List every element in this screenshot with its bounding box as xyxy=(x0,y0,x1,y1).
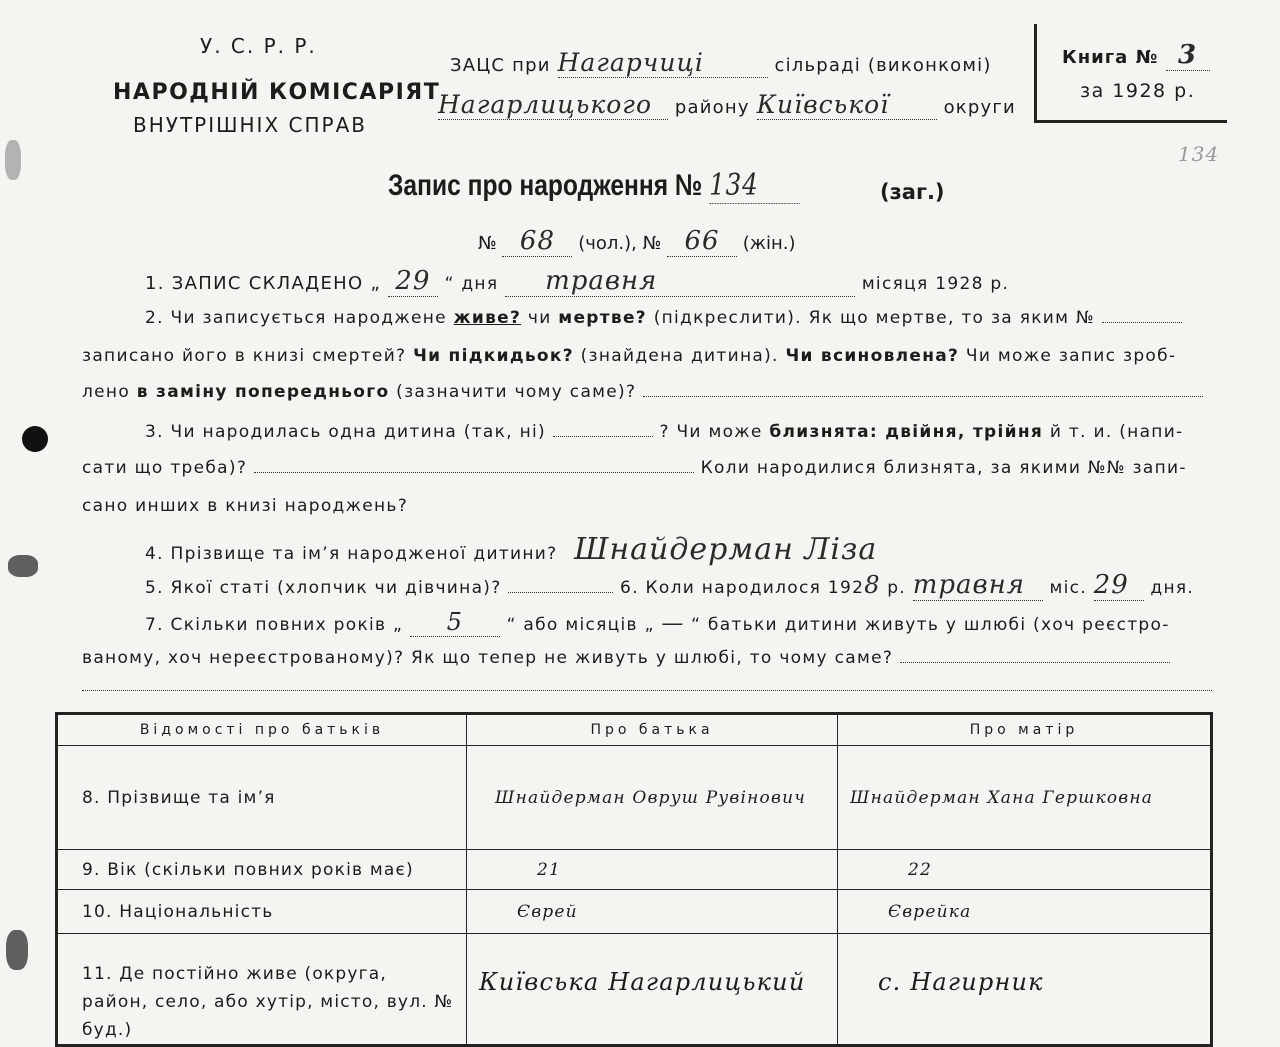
line-3c: сано инших в книзі народжень? xyxy=(82,496,409,516)
margin-number-mark: 134 xyxy=(1178,142,1220,166)
zags-village-hand: Нагарчиці xyxy=(558,48,768,78)
table-row xyxy=(57,746,1212,850)
raion-line xyxy=(438,90,1016,120)
line-7a: 7. Скільки повних років „ 5 “ або місяців „ — “ батьки дитини живуть у шлюбі (хоч реєстро- xyxy=(145,608,1170,636)
okruga-hand: Київської xyxy=(757,90,937,120)
parents-table xyxy=(55,712,1213,1047)
marriage-years-hand: 5 xyxy=(410,608,500,637)
raion-hand: Нагарлицького xyxy=(438,90,668,120)
line-4: 4. Прізвище та ім’я народженої дитини? Шнайдерман Ліза xyxy=(145,532,878,567)
mother-residence-hand: с. Нагирник xyxy=(838,934,1212,1046)
row-label-residence: 11. Де постійно живе (округа, район, село, або хутір, місто, вул. № буд.) xyxy=(57,934,467,1046)
birth-month-hand: травня xyxy=(913,570,1043,601)
parents-table-header xyxy=(57,714,1212,746)
book-box xyxy=(1034,24,1227,123)
line-7b: ваному, хоч нереєстрованому)? Як що тепер не живуть у шлюбі, то чому саме? xyxy=(82,648,1170,668)
female-count-hand: 66 xyxy=(667,226,737,257)
father-age-hand: 21 xyxy=(467,850,838,890)
book-year: за 1928 р. xyxy=(1080,80,1196,102)
ink-blot-3 xyxy=(5,140,21,180)
line-1-day-hand: 29 xyxy=(388,266,438,297)
row-label-nationality: 10. Національність xyxy=(57,890,467,934)
mother-name-hand: Шнайдерман Хана Гершковна xyxy=(838,746,1212,850)
commissariat-label: НАРОДНІЙ КОМІСАРІЯТ xyxy=(113,80,441,105)
line-2a: 2. Чи записується народжене живе? чи мертве? (підкреслити). Як що мертве, то за яким № xyxy=(145,308,1182,328)
table-row xyxy=(57,890,1212,934)
father-name-hand: Шнайдерман Овруш Рувінович xyxy=(467,746,838,850)
record-title-text: Запис про народження № xyxy=(388,169,703,202)
book-label: Книга № 3 xyxy=(1062,40,1210,71)
header-mother: Про матір xyxy=(838,714,1212,746)
header-father: Про батька xyxy=(467,714,838,746)
ink-blot-2 xyxy=(6,930,28,970)
birth-year-hand: 8 xyxy=(864,571,881,599)
line-1-month-hand: травня xyxy=(505,266,855,297)
line-3b: сати що треба)? Коли народилися близнята, за якими №№ запи- xyxy=(82,458,1187,478)
child-name-hand: Шнайдерман Ліза xyxy=(574,532,878,567)
blank-dotted-line xyxy=(82,680,1212,691)
gender-counts: № 68 (чол.), № 66 (жін.) xyxy=(478,226,796,256)
okruga-label: округи xyxy=(943,97,1016,118)
father-nationality-hand: Єврей xyxy=(467,890,838,934)
record-title-suffix: (заг.) xyxy=(880,180,945,204)
row-label-name: 8. Прізвище та ім’я xyxy=(57,746,467,850)
record-number-hand: 134 xyxy=(709,168,799,204)
record-title xyxy=(388,168,799,204)
line-2b: записано його в книзі смертей? Чи підкидьок? (знайдена дитина). Чи всиновлена? Чи може запис зроб- xyxy=(82,346,1177,366)
selrada-label: сільраді (виконкомі) xyxy=(774,55,992,76)
zags-prefix: ЗАЦС при xyxy=(450,55,551,76)
ink-blot-1 xyxy=(8,555,38,577)
line-2c: лено в заміну попереднього (зазначити чому саме)? xyxy=(82,382,1203,402)
mother-age-hand: 22 xyxy=(838,850,1212,890)
line-1: 1. ЗАПИС СКЛАДЕНО „ 29 “ дня травня місяця 1928 р. xyxy=(145,266,1010,296)
line-5-6: 5. Якої статі (хлопчик чи дівчина)? 6. Коли народилося 1928 р. травня міс. 29 дня. xyxy=(145,570,1195,600)
row-label-age: 9. Вік (скільки повних років має) xyxy=(57,850,467,890)
header-info: Відомості про батьків xyxy=(57,714,467,746)
zags-line xyxy=(450,48,992,78)
raion-label: району xyxy=(674,97,750,118)
mother-nationality-hand: Єврейка xyxy=(838,890,1212,934)
punch-hole-top xyxy=(22,426,48,452)
line-3a: 3. Чи народилась одна дитина (так, ні) ? Чи може близнята: двійня, трійня й т. и. (напи- xyxy=(145,422,1184,442)
male-count-hand: 68 xyxy=(502,226,572,257)
table-row xyxy=(57,850,1212,890)
book-number-hand: 3 xyxy=(1166,40,1210,71)
marriage-months-hand: — xyxy=(661,611,685,636)
birth-day-hand: 29 xyxy=(1094,570,1144,601)
table-row xyxy=(57,934,1212,1046)
department-label: ВНУТРІШНІХ СПРАВ xyxy=(133,113,367,137)
ussr-label: У. С. Р. Р. xyxy=(200,34,317,58)
father-residence-hand: Київська Нагарлицький xyxy=(467,934,838,1046)
